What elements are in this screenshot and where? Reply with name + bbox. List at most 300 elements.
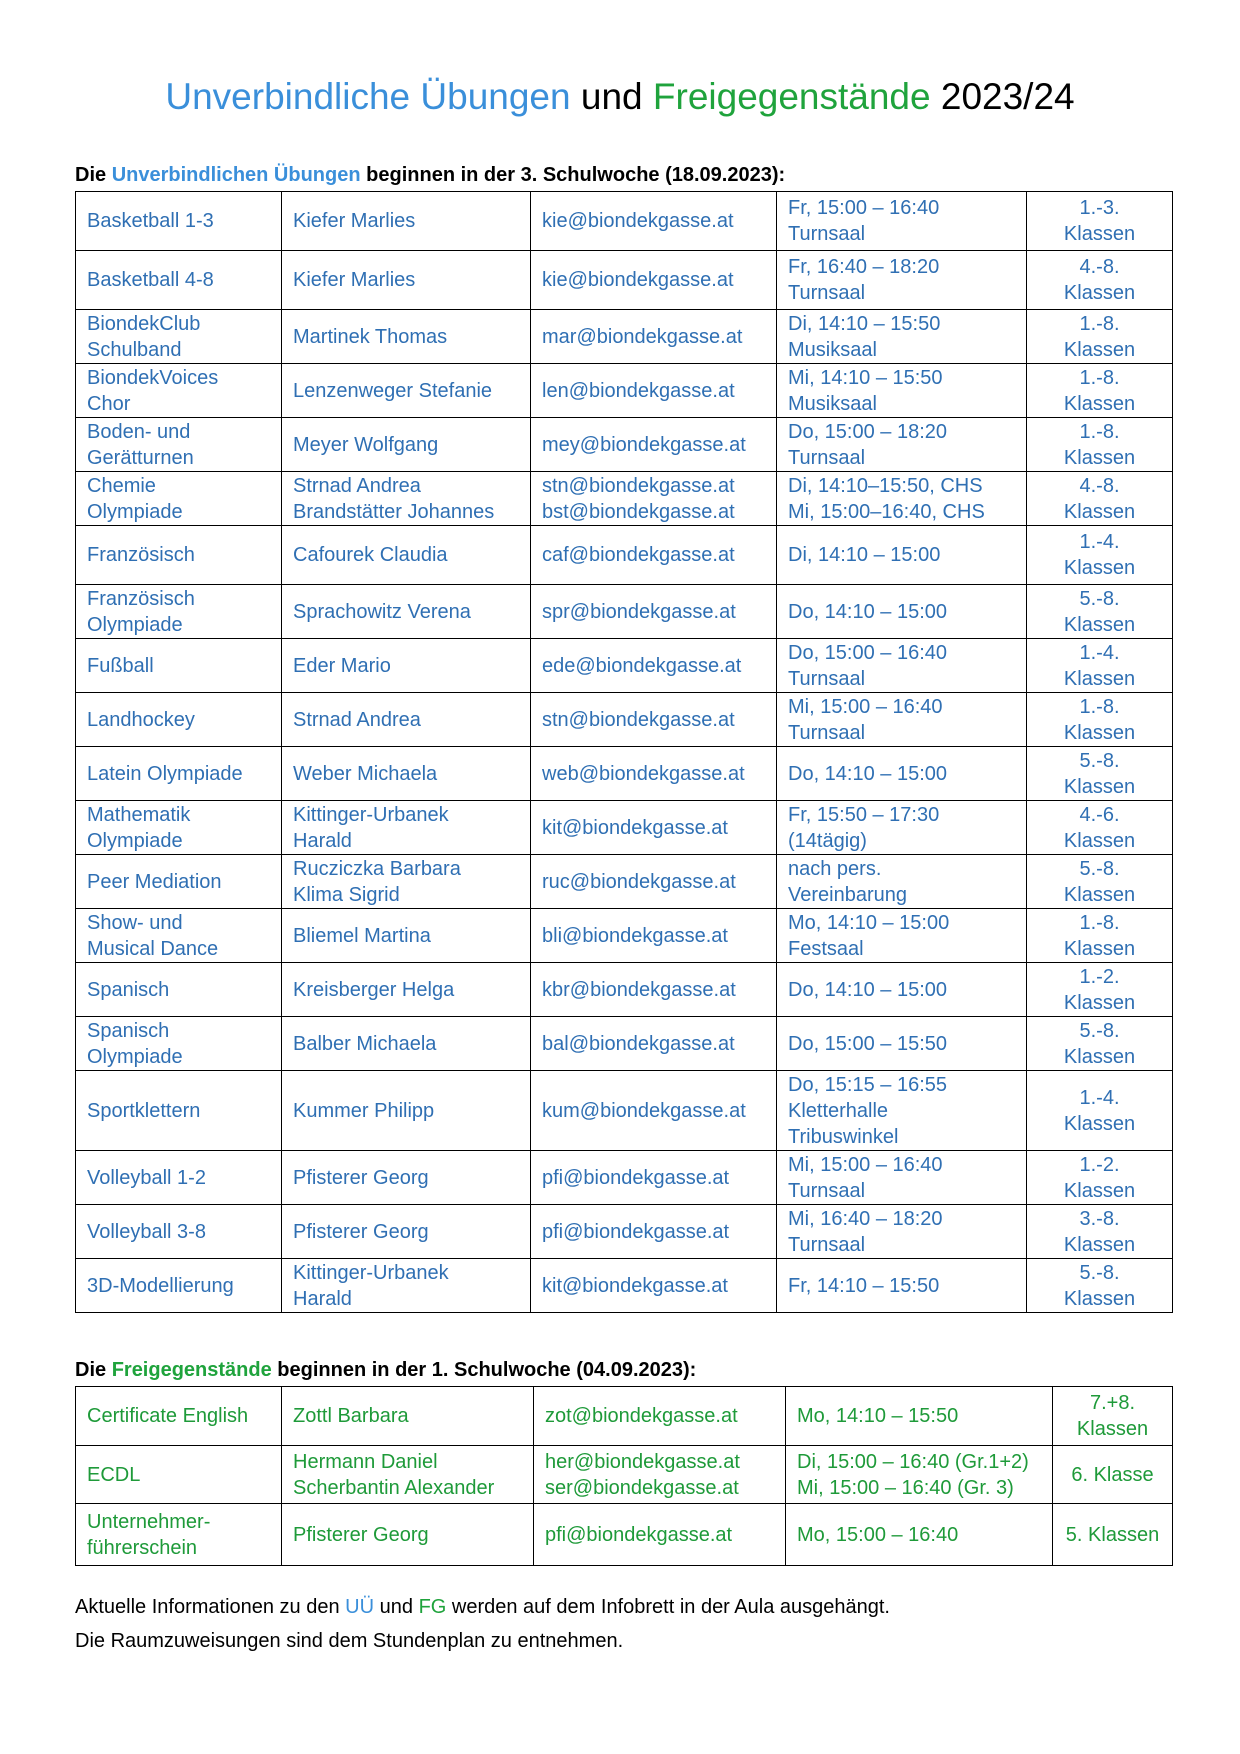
teacher-line: Bliemel Martina — [293, 924, 431, 947]
uu-table-row — [76, 801, 1173, 855]
classes-cell — [1027, 472, 1173, 526]
email-line[interactable]: pfi@biondekgasse.at — [542, 1220, 730, 1243]
uu-table-row — [76, 1017, 1173, 1071]
classes-line: 1.-3. — [1079, 197, 1120, 219]
teacher-cell — [282, 693, 531, 747]
email-line[interactable]: zot@biondekgasse.at — [545, 1405, 738, 1427]
activity-name-cell — [76, 1387, 282, 1446]
activity-name-line: Schulband — [87, 338, 182, 361]
activity-name-line: Französisch — [87, 544, 195, 566]
activity-name-line: Landhockey — [87, 708, 195, 731]
teacher-line: Martinek Thomas — [293, 325, 448, 348]
classes-line: Klassen — [1063, 500, 1136, 523]
activity-name-line: Olympiade — [87, 613, 183, 636]
classes-line: 4.-6. — [1079, 803, 1120, 826]
schedule-line: Mi, 15:00 – 16:40 (Gr. 3) — [797, 1476, 1014, 1499]
teacher-line: Hermann Daniel — [293, 1450, 438, 1473]
schedule-line: Turnsaal — [788, 1179, 866, 1202]
classes-cell — [1027, 1071, 1173, 1151]
email-cell — [531, 1017, 777, 1071]
activity-name-cell — [76, 1017, 282, 1071]
uu-table — [75, 191, 1173, 1313]
teacher-line: Brandstätter Johannes — [293, 500, 495, 523]
uu-heading-post: beginnen in der 3. Schulwoche (18.09.2023): — [366, 164, 786, 186]
teacher-line: Klima Sigrid — [293, 883, 400, 906]
uu-table-row — [76, 1071, 1173, 1151]
classes-cell — [1027, 639, 1173, 693]
uu-heading-pre: Die — [75, 164, 107, 186]
activity-name-line: 3D-Modellierung — [87, 1274, 234, 1297]
classes-line: 3.-8. — [1079, 1207, 1120, 1230]
email-line[interactable]: kbr@biondekgasse.at — [542, 978, 736, 1001]
teacher-cell — [282, 1071, 531, 1151]
uu-table-row — [76, 639, 1173, 693]
activity-name-line: Fußball — [87, 654, 154, 677]
email-cell — [531, 1205, 777, 1259]
uu-table-row — [76, 251, 1173, 310]
classes-line: Klassen — [1063, 223, 1136, 245]
schedule-cell — [777, 1017, 1027, 1071]
uu-table-row — [76, 909, 1173, 963]
teacher-line: Rucziczka Barbara — [293, 857, 461, 880]
title-part-uu: Unverbindliche Übungen — [165, 76, 571, 117]
classes-cell — [1027, 585, 1173, 639]
classes-line: Klassen — [1063, 721, 1136, 744]
activity-name-line: Boden- und — [87, 420, 191, 443]
uu-table-row — [76, 364, 1173, 418]
activity-name-cell — [76, 364, 282, 418]
schedule-line: Do, 15:15 – 16:55 — [788, 1073, 948, 1096]
classes-line: Klassen — [1063, 937, 1136, 960]
email-cell — [531, 855, 777, 909]
classes-line: Klassen — [1063, 1045, 1136, 1068]
schedule-line: Do, 14:10 – 15:00 — [788, 978, 948, 1001]
schedule-cell — [777, 909, 1027, 963]
email-cell — [531, 801, 777, 855]
teacher-line: Harald — [293, 1287, 352, 1310]
title-part-year: 2023/24 — [940, 76, 1075, 117]
teacher-cell — [282, 472, 531, 526]
teacher-cell — [282, 251, 531, 310]
email-cell — [531, 585, 777, 639]
classes-line: Klassen — [1063, 1233, 1136, 1256]
teacher-line: Balber Michaela — [293, 1032, 437, 1055]
teacher-cell — [282, 364, 531, 418]
classes-line: Klassen — [1063, 392, 1136, 415]
teacher-cell — [282, 585, 531, 639]
teacher-line: Kiefer Marlies — [293, 269, 416, 291]
teacher-line: Weber Michaela — [293, 762, 438, 785]
activity-name-cell — [76, 1071, 282, 1151]
activity-name-cell — [76, 192, 282, 251]
classes-cell — [1027, 909, 1173, 963]
classes-line: 1.-8. — [1079, 420, 1120, 443]
teacher-cell — [282, 192, 531, 251]
teacher-line: Zottl Barbara — [293, 1405, 409, 1427]
schedule-line: nach pers. — [788, 857, 882, 880]
uu-table-row — [76, 472, 1173, 526]
schedule-cell — [786, 1504, 1053, 1566]
schedule-line: Mi, 15:00 – 16:40 — [788, 1153, 943, 1176]
activity-name-line: führerschein — [87, 1536, 198, 1559]
email-cell — [531, 693, 777, 747]
classes-cell — [1027, 526, 1173, 585]
email-cell — [531, 364, 777, 418]
schedule-line: Di, 14:10 – 15:50 — [788, 312, 941, 335]
fg-heading-pre: Die — [75, 1359, 107, 1381]
classes-line: 5.-8. — [1079, 1261, 1120, 1284]
activity-name-line: Mathematik — [87, 803, 191, 826]
activity-name-line: Spanisch — [87, 978, 170, 1001]
schedule-line: Di, 15:00 – 16:40 (Gr.1+2) — [797, 1450, 1029, 1473]
schedule-cell — [777, 364, 1027, 418]
teacher-cell — [282, 1017, 531, 1071]
teacher-cell — [282, 909, 531, 963]
activity-name-cell — [76, 472, 282, 526]
activity-name-line: Peer Mediation — [87, 870, 222, 893]
classes-cell — [1053, 1387, 1173, 1446]
classes-line: Klassen — [1063, 667, 1136, 690]
email-line[interactable]: ser@biondekgasse.at — [545, 1476, 739, 1499]
activity-name-line: Spanisch — [87, 1019, 170, 1042]
email-line[interactable]: mey@biondekgasse.at — [542, 433, 746, 456]
schedule-cell — [777, 855, 1027, 909]
classes-line: 1.-4. — [1079, 641, 1120, 664]
email-line[interactable]: mar@biondekgasse.at — [542, 325, 743, 348]
classes-line: Klassen — [1063, 613, 1136, 636]
classes-line: 5.-8. — [1079, 1019, 1120, 1042]
classes-line: Klassen — [1063, 1179, 1136, 1202]
email-line[interactable]: caf@biondekgasse.at — [542, 544, 735, 566]
activity-name-cell — [76, 855, 282, 909]
schedule-line: Turnsaal — [788, 446, 866, 469]
email-cell — [531, 747, 777, 801]
teacher-line: Harald — [293, 829, 352, 852]
teacher-line: Kittinger-Urbanek — [293, 803, 449, 826]
schedule-line: Do, 15:00 – 16:40 — [788, 641, 948, 664]
classes-line: Klassen — [1063, 338, 1136, 361]
classes-line: 5.-8. — [1079, 749, 1120, 772]
email-cell — [534, 1387, 786, 1446]
schedule-line: Turnsaal — [788, 1233, 866, 1256]
schedule-line: Turnsaal — [788, 667, 866, 690]
email-line[interactable]: bli@biondekgasse.at — [542, 924, 728, 947]
teacher-cell — [282, 747, 531, 801]
schedule-cell — [777, 310, 1027, 364]
activity-name-line: Olympiade — [87, 829, 183, 852]
activity-name-cell — [76, 1504, 282, 1566]
activity-name-cell — [76, 1151, 282, 1205]
activity-name-line: Show- und — [87, 911, 183, 934]
activity-name-line: ECDL — [87, 1463, 141, 1486]
uu-table-row — [76, 855, 1173, 909]
page-title — [0, 72, 1240, 122]
classes-line: Klassen — [1063, 1112, 1136, 1135]
teacher-cell — [282, 310, 531, 364]
fg-table-row — [76, 1446, 1173, 1504]
classes-line: 5. Klassen — [1065, 1523, 1160, 1546]
schedule-line: Mi, 15:00–16:40, CHS — [788, 500, 985, 523]
schedule-cell — [777, 1205, 1027, 1259]
activity-name-cell — [76, 963, 282, 1017]
classes-cell — [1027, 693, 1173, 747]
email-cell — [531, 472, 777, 526]
classes-cell — [1027, 855, 1173, 909]
activity-name-line: BiondekClub — [87, 312, 201, 335]
fg-heading-post: beginnen in der 1. Schulwoche (04.09.2023): — [277, 1359, 697, 1381]
fg-table — [75, 1386, 1173, 1566]
schedule-line: Fr, 14:10 – 15:50 — [788, 1274, 940, 1297]
classes-line: 1.-2. — [1079, 965, 1120, 988]
activity-name-cell — [76, 909, 282, 963]
uu-table-row — [76, 693, 1173, 747]
teacher-line: Strnad Andrea — [293, 708, 421, 731]
classes-cell — [1027, 364, 1173, 418]
schedule-line: (14tägig) — [788, 829, 867, 852]
footer-uu-abbr: UÜ — [345, 1596, 375, 1618]
email-line[interactable]: pfi@biondekgasse.at — [542, 1166, 730, 1189]
email-cell — [531, 909, 777, 963]
activity-name-cell — [76, 747, 282, 801]
classes-line: Klassen — [1063, 282, 1136, 304]
schedule-cell — [777, 1151, 1027, 1205]
schedule-line: Mo, 14:10 – 15:50 — [797, 1405, 959, 1427]
email-cell — [531, 310, 777, 364]
email-line[interactable]: ruc@biondekgasse.at — [542, 870, 736, 893]
teacher-cell — [282, 526, 531, 585]
email-line[interactable]: bst@biondekgasse.at — [542, 500, 735, 523]
teacher-line: Eder Mario — [293, 654, 391, 677]
teacher-cell — [282, 855, 531, 909]
email-cell — [531, 192, 777, 251]
uu-heading-highlight: Unverbindlichen Übungen — [111, 164, 361, 186]
email-line[interactable]: ede@biondekgasse.at — [542, 654, 742, 677]
email-line[interactable]: kie@biondekgasse.at — [542, 210, 734, 232]
teacher-line: Lenzenweger Stefanie — [293, 379, 493, 402]
classes-cell — [1027, 310, 1173, 364]
uu-table-row — [76, 1151, 1173, 1205]
teacher-line: Pfisterer Georg — [293, 1166, 429, 1189]
schedule-line: Di, 14:10 – 15:00 — [788, 544, 941, 566]
schedule-cell — [777, 963, 1027, 1017]
activity-name-line: Chemie — [87, 474, 156, 497]
teacher-cell — [282, 639, 531, 693]
schedule-line: Tribuswinkel — [788, 1125, 899, 1148]
activity-name-line: Basketball 4-8 — [87, 269, 214, 291]
activity-name-cell — [76, 639, 282, 693]
schedule-line: Do, 14:10 – 15:00 — [788, 600, 948, 623]
classes-line: Klassen — [1063, 557, 1136, 579]
activity-name-line: Certificate English — [87, 1405, 249, 1427]
classes-cell — [1027, 251, 1173, 310]
activity-name-line: Basketball 1-3 — [87, 210, 214, 232]
schedule-line: Musiksaal — [788, 338, 877, 361]
footer-line-2: Die Raumzuweisungen sind dem Stundenplan zu entnehmen. — [75, 1630, 624, 1652]
classes-cell — [1027, 1259, 1173, 1313]
teacher-cell — [282, 1387, 534, 1446]
uu-table-row — [76, 1205, 1173, 1259]
email-cell — [531, 418, 777, 472]
email-line[interactable]: spr@biondekgasse.at — [542, 600, 736, 623]
schedule-line: Fr, 15:50 – 17:30 — [788, 803, 940, 826]
footer-fg-abbr: FG — [418, 1596, 447, 1618]
email-line[interactable]: bal@biondekgasse.at — [542, 1032, 735, 1055]
activity-name-line: Gerätturnen — [87, 446, 194, 469]
classes-line: 5.-8. — [1079, 587, 1120, 610]
classes-line: 1.-8. — [1079, 911, 1120, 934]
schedule-cell — [777, 585, 1027, 639]
schedule-cell — [786, 1446, 1053, 1504]
uu-table-row — [76, 192, 1173, 251]
classes-cell — [1027, 192, 1173, 251]
teacher-line: Kiefer Marlies — [293, 210, 416, 232]
classes-cell — [1027, 801, 1173, 855]
schedule-cell — [777, 747, 1027, 801]
fg-table-row — [76, 1387, 1173, 1446]
schedule-cell — [786, 1387, 1053, 1446]
teacher-line: Kittinger-Urbanek — [293, 1261, 449, 1284]
schedule-cell — [777, 192, 1027, 251]
uu-table-row — [76, 585, 1173, 639]
teacher-line: Kreisberger Helga — [293, 978, 455, 1001]
uu-table-row — [76, 310, 1173, 364]
footer-line-1 — [75, 1590, 890, 1624]
teacher-cell — [282, 1151, 531, 1205]
activity-name-line: BiondekVoices — [87, 366, 219, 389]
activity-name-cell — [76, 418, 282, 472]
classes-cell — [1027, 418, 1173, 472]
schedule-cell — [777, 1071, 1027, 1151]
teacher-line: Pfisterer Georg — [293, 1220, 429, 1243]
teacher-line: Pfisterer Georg — [293, 1523, 429, 1546]
activity-name-line: Latein Olympiade — [87, 762, 243, 785]
footer-line1-post: werden auf dem Infobrett in der Aula ausgehängt. — [451, 1596, 890, 1618]
schedule-line: Turnsaal — [788, 721, 866, 744]
classes-line: 6. Klasse — [1071, 1463, 1154, 1486]
activity-name-line: Sportklettern — [87, 1099, 201, 1122]
teacher-cell — [282, 1205, 531, 1259]
schedule-line: Mo, 14:10 – 15:00 — [788, 911, 950, 934]
schedule-line: Mi, 14:10 – 15:50 — [788, 366, 943, 389]
classes-line: 4.-8. — [1079, 474, 1120, 497]
uu-table-row — [76, 963, 1173, 1017]
classes-cell — [1027, 1151, 1173, 1205]
email-line[interactable]: kum@biondekgasse.at — [542, 1099, 746, 1122]
classes-line: 7.+8. — [1089, 1392, 1136, 1414]
schedule-line: Vereinbarung — [788, 883, 907, 906]
teacher-cell — [282, 418, 531, 472]
schedule-cell — [777, 801, 1027, 855]
schedule-cell — [777, 472, 1027, 526]
activity-name-line: Volleyball 1-2 — [87, 1166, 206, 1189]
activity-name-cell — [76, 1446, 282, 1504]
teacher-cell — [282, 1446, 534, 1504]
schedule-line: Mi, 16:40 – 18:20 — [788, 1207, 943, 1230]
email-line[interactable]: stn@biondekgasse.at — [542, 708, 735, 731]
teacher-cell — [282, 963, 531, 1017]
email-line[interactable]: kie@biondekgasse.at — [542, 269, 734, 291]
email-cell — [531, 1151, 777, 1205]
classes-line: Klassen — [1063, 446, 1136, 469]
teacher-line: Strnad Andrea — [293, 474, 421, 497]
schedule-cell — [777, 693, 1027, 747]
classes-line: Klassen — [1063, 775, 1136, 798]
email-line[interactable]: kit@biondekgasse.at — [542, 816, 728, 839]
schedule-cell — [777, 418, 1027, 472]
email-cell — [531, 526, 777, 585]
schedule-line: Fr, 16:40 – 18:20 — [788, 256, 940, 278]
schedule-line: Turnsaal — [788, 282, 866, 304]
email-cell — [531, 1259, 777, 1313]
classes-line: 1.-4. — [1079, 1086, 1120, 1109]
footer-notes — [75, 1590, 890, 1658]
classes-cell — [1027, 1017, 1173, 1071]
activity-name-line: Olympiade — [87, 1045, 183, 1068]
email-line[interactable]: pfi@biondekgasse.at — [545, 1523, 733, 1546]
email-line[interactable]: kit@biondekgasse.at — [542, 1274, 728, 1297]
email-cell — [531, 639, 777, 693]
classes-line: Klassen — [1063, 829, 1136, 852]
classes-line: Klassen — [1076, 1418, 1149, 1440]
schedule-line: Do, 15:00 – 18:20 — [788, 420, 948, 443]
fg-section-heading — [75, 1357, 696, 1383]
schedule-line: Do, 15:00 – 15:50 — [788, 1032, 948, 1055]
activity-name-cell — [76, 693, 282, 747]
activity-name-line: Olympiade — [87, 500, 183, 523]
teacher-line: Cafourek Claudia — [293, 544, 448, 566]
classes-cell — [1053, 1446, 1173, 1504]
email-line[interactable]: her@biondekgasse.at — [545, 1450, 740, 1473]
classes-cell — [1027, 1205, 1173, 1259]
activity-name-cell — [76, 801, 282, 855]
classes-cell — [1027, 963, 1173, 1017]
schedule-line: Mo, 15:00 – 16:40 — [797, 1523, 959, 1546]
activity-name-cell — [76, 1259, 282, 1313]
teacher-line: Sprachowitz Verena — [293, 600, 471, 623]
classes-line: Klassen — [1063, 1287, 1136, 1310]
activity-name-line: Musical Dance — [87, 937, 219, 960]
teacher-cell — [282, 1259, 531, 1313]
schedule-cell — [777, 526, 1027, 585]
teacher-cell — [282, 1504, 534, 1566]
fg-table-row — [76, 1504, 1173, 1566]
schedule-line: Turnsaal — [788, 223, 866, 245]
email-cell — [531, 1071, 777, 1151]
email-cell — [531, 963, 777, 1017]
schedule-cell — [777, 251, 1027, 310]
teacher-line: Meyer Wolfgang — [293, 433, 439, 456]
schedule-line: Do, 14:10 – 15:00 — [788, 762, 948, 785]
footer-line1-and: und — [379, 1596, 413, 1618]
classes-line: 1.-8. — [1079, 695, 1120, 718]
uu-table-row — [76, 1259, 1173, 1313]
schedule-line: Fr, 15:00 – 16:40 — [788, 197, 940, 219]
fg-heading-highlight: Freigegenstände — [111, 1359, 272, 1381]
teacher-line: Kummer Philipp — [293, 1099, 435, 1122]
schedule-cell — [777, 639, 1027, 693]
activity-name-cell — [76, 585, 282, 639]
schedule-line: Musiksaal — [788, 392, 877, 415]
email-line[interactable]: web@biondekgasse.at — [542, 762, 745, 785]
email-line[interactable]: stn@biondekgasse.at — [542, 474, 735, 497]
schedule-line: Mi, 15:00 – 16:40 — [788, 695, 943, 718]
email-line[interactable]: len@biondekgasse.at — [542, 379, 735, 402]
classes-cell — [1053, 1504, 1173, 1566]
email-cell — [534, 1504, 786, 1566]
classes-line: 1.-4. — [1079, 531, 1120, 553]
activity-name-line: Chor — [87, 392, 131, 415]
activity-name-cell — [76, 251, 282, 310]
